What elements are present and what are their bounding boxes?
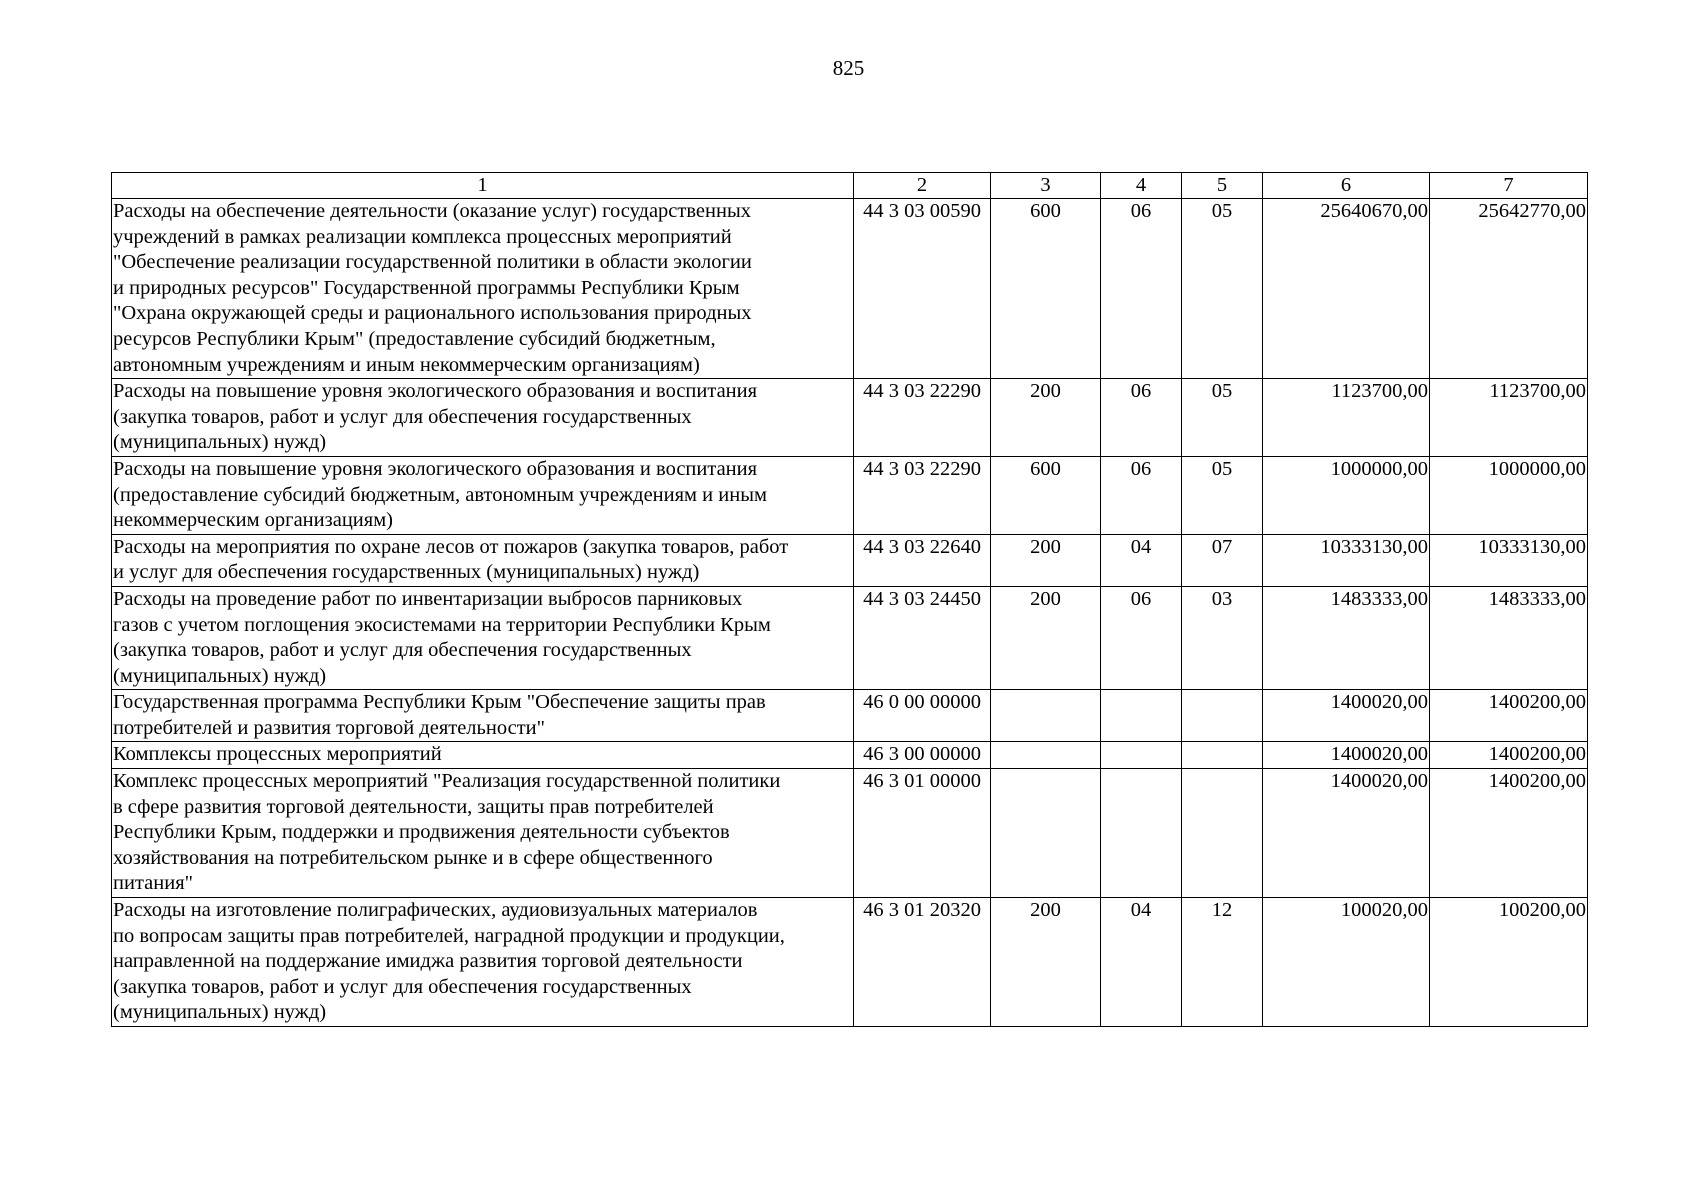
row-section: 06: [1101, 379, 1182, 457]
row-subsection: [1182, 742, 1263, 769]
row-target-article: 44 3 03 00590: [854, 199, 991, 379]
amount-value: 10333130,00: [1478, 535, 1586, 558]
table-row: [112, 690, 1588, 742]
row-amount-col7: [1430, 586, 1588, 689]
table-row: [112, 199, 1588, 379]
row-amount-col6: [1263, 379, 1430, 457]
row-amount-col6: [1263, 534, 1430, 586]
row-description: Расходы на повышение уровня экологического образования и воспитания (предоставление субсидий бюджетным, автономным учреждениям и иным некоммерческим организациям): [112, 456, 854, 534]
amount-value: 25640670,00: [1320, 200, 1428, 222]
row-expense-type: [991, 690, 1101, 742]
table-row: [112, 456, 1588, 534]
amount-value: 1483333,00: [1330, 587, 1428, 610]
row-target-article: 44 3 03 22290: [854, 456, 991, 534]
amount-value: 10333130,00: [1320, 535, 1428, 558]
row-amount-col7: [1430, 534, 1588, 586]
amount-value: 100200,00: [1498, 899, 1586, 922]
header-col-5: 5: [1182, 173, 1263, 199]
table-row: [112, 742, 1588, 769]
row-subsection: 05: [1182, 199, 1263, 379]
row-subsection: 12: [1182, 898, 1263, 1027]
row-expense-type: [991, 769, 1101, 898]
row-amount-col6: [1263, 742, 1430, 769]
row-description: Комплекс процессных мероприятий "Реализация государственной политики в сфере развития торговой деятельности, защиты прав потребителей Республики Крым, поддержки и продвижения деятельности субъектов хозяйствования на потребительском рынке и в сфере общественного питания": [112, 769, 854, 898]
row-target-article: 46 0 00 00000: [854, 690, 991, 742]
header-col-7: 7: [1430, 173, 1588, 199]
row-target-article: 44 3 03 22640: [854, 534, 991, 586]
row-description: Комплексы процессных мероприятий: [112, 742, 854, 769]
row-description: Расходы на проведение работ по инвентаризации выбросов парниковых газов с учетом поглощения экосистемами на территории Республики Крым (закупка товаров, работ и услуг для обеспечения государственных (муниципальных) нужд): [112, 586, 854, 689]
row-subsection: [1182, 690, 1263, 742]
row-expense-type: 200: [991, 534, 1101, 586]
amount-value: 1400200,00: [1488, 691, 1586, 714]
amount-value: 1400020,00: [1330, 691, 1428, 714]
row-target-article: 46 3 01 20320: [854, 898, 991, 1027]
row-section: 06: [1101, 586, 1182, 689]
row-subsection: 07: [1182, 534, 1263, 586]
page-number: 825: [832, 56, 865, 80]
amount-value: 1400200,00: [1488, 743, 1586, 766]
table-row: [112, 534, 1588, 586]
table-row: [112, 379, 1588, 457]
row-expense-type: 600: [991, 456, 1101, 534]
row-section: 04: [1101, 534, 1182, 586]
amount-value: 1000000,00: [1330, 457, 1428, 480]
amount-value: 1400020,00: [1330, 743, 1428, 766]
row-section: [1101, 690, 1182, 742]
row-target-article: 44 3 03 22290: [854, 379, 991, 457]
amount-value: 1483333,00: [1488, 587, 1586, 610]
row-section: [1101, 769, 1182, 898]
amount-value: 1123700,00: [1489, 380, 1586, 403]
row-section: 04: [1101, 898, 1182, 1027]
row-amount-col6: [1263, 690, 1430, 742]
row-target-article: 44 3 03 24450: [854, 586, 991, 689]
row-amount-col6: [1263, 456, 1430, 534]
table-row: [112, 769, 1588, 898]
row-expense-type: 200: [991, 586, 1101, 689]
row-amount-col7: [1430, 456, 1588, 534]
amount-value: 25642770,00: [1478, 200, 1586, 222]
table-row: [112, 586, 1588, 689]
row-amount-col7: [1430, 690, 1588, 742]
row-amount-col6: [1263, 586, 1430, 689]
row-amount-col7: [1430, 898, 1588, 1027]
amount-value: 1400020,00: [1330, 770, 1428, 793]
header-col-4: 4: [1101, 173, 1182, 199]
header-col-1: 1: [112, 173, 854, 199]
row-section: 06: [1101, 199, 1182, 379]
row-target-article: 46 3 01 00000: [854, 769, 991, 898]
row-expense-type: 200: [991, 898, 1101, 1027]
table-body: [112, 199, 1588, 1027]
header-col-6: 6: [1263, 173, 1430, 199]
row-subsection: [1182, 769, 1263, 898]
table-header: [112, 173, 1588, 199]
row-target-article: 46 3 00 00000: [854, 742, 991, 769]
amount-value: 100020,00: [1340, 899, 1428, 922]
row-description: Государственная программа Республики Крым "Обеспечение защиты прав потребителей и развития торговой деятельности": [112, 690, 854, 742]
row-description: Расходы на обеспечение деятельности (оказание услуг) государственных учреждений в рамках реализации комплекса процессных мероприятий "Обеспечение реализации государственной политики в области экологии и природных ресурсов" Государственной программы Республики Крым "Охрана окружающей среды и рационального использования природных ресурсов Республики Крым" (предоставление субсидий бюджетным, автономным учреждениям и иным некоммерческим организациям): [112, 199, 854, 379]
row-amount-col6: [1263, 769, 1430, 898]
row-subsection: 05: [1182, 379, 1263, 457]
row-amount-col6: [1263, 898, 1430, 1027]
row-expense-type: 600: [991, 199, 1101, 379]
row-subsection: 05: [1182, 456, 1263, 534]
header-col-2: 2: [854, 173, 991, 199]
row-amount-col6: [1263, 199, 1430, 379]
row-description: Расходы на повышение уровня экологического образования и воспитания (закупка товаров, работ и услуг для обеспечения государственных (муниципальных) нужд): [112, 379, 854, 457]
amount-value: 1000000,00: [1488, 457, 1586, 480]
row-description: Расходы на изготовление полиграфических, аудиовизуальных материалов по вопросам защиты прав потребителей, наградной продукции и продукции, направленной на поддержание имиджа развития торговой деятельности (закупка товаров, работ и услуг для обеспечения государственных (муниципальных) нужд): [112, 898, 854, 1027]
budget-table: [111, 172, 1588, 1027]
row-subsection: 03: [1182, 586, 1263, 689]
row-expense-type: [991, 742, 1101, 769]
amount-value: 1400200,00: [1488, 770, 1586, 793]
row-amount-col7: [1430, 769, 1588, 898]
row-amount-col7: [1430, 379, 1588, 457]
header-row: [112, 173, 1588, 199]
amount-value: 1123700,00: [1331, 380, 1428, 403]
header-col-3: 3: [991, 173, 1101, 199]
row-amount-col7: [1430, 199, 1588, 379]
row-expense-type: 200: [991, 379, 1101, 457]
row-description: Расходы на мероприятия по охране лесов от пожаров (закупка товаров, работ и услуг для обеспечения государственных (муниципальных) нужд): [112, 534, 854, 586]
row-amount-col7: [1430, 742, 1588, 769]
table-row: [112, 898, 1588, 1027]
row-section: [1101, 742, 1182, 769]
row-section: 06: [1101, 456, 1182, 534]
